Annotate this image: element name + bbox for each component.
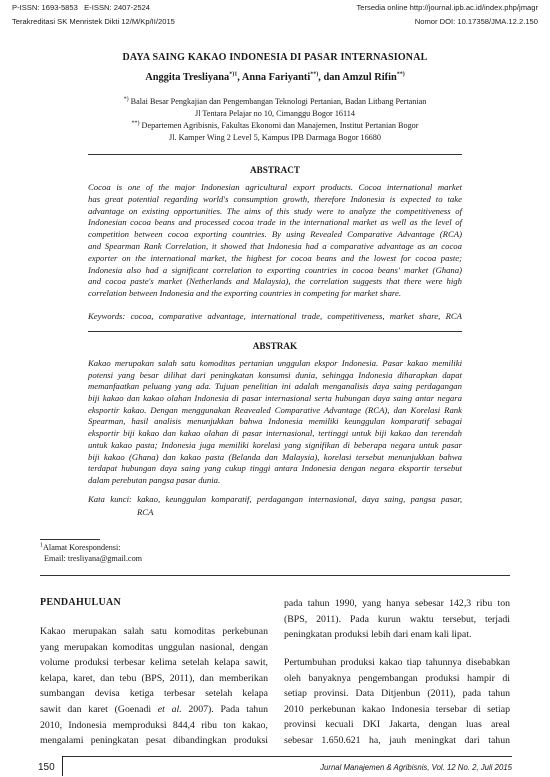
body-line: Pertumbuhan produksi kakao tiap tahunnya disebabkan: [284, 657, 510, 668]
accreditation-line: Terakreditasi SK Menristek Dikti 12/M/Kp/II/2015: [12, 17, 175, 26]
correspondence-text: Alamat Korespondensi:: [43, 543, 121, 552]
footer-divider: [62, 756, 63, 776]
abstrak-keywords-continued: RCA: [137, 507, 154, 517]
body-line: yang merupakan komoditas unggulan nasional, dengan: [40, 641, 268, 653]
issn-line: P-ISSN: 1693-5853 E-ISSN: 2407-2524: [12, 3, 151, 12]
affiliation-1-line-1: [0, 96, 550, 108]
abstrak-line: terdapat hubungan daya saing yang cukup tinggi antara Indonesia dengan negara eksportir tersebut: [88, 463, 462, 474]
affiliation-text: Departemen Agribisnis, Fakultas Ekonomi dan Manajemen, Institut Pertanian Bogor: [139, 121, 419, 130]
abstract-line: advantage on existing opportunities. The aims of this study were to analyze the competitiveness of: [88, 205, 462, 216]
author-mark: *)1: [229, 71, 238, 78]
author-separator: , dan: [318, 72, 343, 83]
abstrak-body: [88, 358, 462, 487]
author-separator: ,: [237, 72, 242, 83]
abstrak-line: memanfaatkan peluang yang ada. Tujuan penelitian ini adalah menganalisis daya saing perdagangan: [88, 381, 462, 392]
abstract-line: competition between cocoa exporting countries. By using Revealed Comparative Advantage (RCA): [88, 229, 462, 240]
right-column-paragraph-1: [284, 596, 510, 643]
abstract-line: and cocoa paste's market (Netherlands and Malaysia), the correlation suggests that there were high: [88, 276, 462, 287]
affiliation-2-line-1: [0, 120, 550, 132]
affiliation-mark: **): [131, 120, 140, 127]
body-line: Kakao merupakan salah satu komoditas perkebunan: [40, 626, 268, 637]
body-line: setiap provinsi. Data Ditjenbun (2011), pada tahun: [284, 688, 510, 700]
online-availability: Tersedia online http://journal.ipb.ac.id/index.php/jmagr: [356, 3, 538, 12]
body-line: provinsi kecuali DKI Jakarta, dengan luas areal: [284, 719, 510, 731]
abstract-line: Cocoa is one of the major Indonesian agricultural export products. Cocoa international market: [88, 182, 462, 192]
correspondence-label: [40, 542, 121, 553]
affiliation-1-line-2: Jl Tentara Pelajar no 10, Cimanggu Bogor 16114: [195, 109, 355, 118]
abstrak-line: eksportir kakao. Dengan menggunakan Reavealed Comparative Advantage (RCA), dan Korelasi Rank: [88, 404, 462, 415]
abstract-line: Indonesian cocoa beans and processed cocoa trade in the international market as well as the level of: [88, 217, 462, 228]
abstrak-line: biji kakao dan kakao olahan Indonesia di pasar internasional serta hubungan daya saing antar negara: [88, 393, 462, 404]
body-line: (BPS, 2011). Pada kurun waktu tersebut, terjadi: [284, 613, 510, 625]
introduction-heading: PENDAHULUAN: [40, 597, 122, 608]
doi-line: Nomor DOI: 10.17358/JMA.12.2.150: [414, 17, 538, 26]
abstrak-heading: ABSTRAK: [252, 341, 298, 351]
abstract-line: has great potential regarding world's consumption growth, therefore Indonesia is expected to take: [88, 193, 462, 204]
body-line: pada tahun 1990, yang hanya sebesar 142,3 ribu ton: [284, 598, 510, 609]
author-name: Anna Fariyanti: [241, 72, 311, 83]
abstract-line: and Spearman Rank Correlation, it showed that Indonesia had a comparative advantage as an cocoa: [88, 240, 462, 251]
abstract-rule: [88, 154, 462, 155]
body-line: sumbangan devisa ketiga terbesar setelah kelapa: [40, 688, 268, 700]
correspondence-email: Email: tresliyana@gmail.com: [44, 554, 143, 563]
body-line: 2010, Indonesia memproduksi 844,4 ribu ton kakao,: [40, 719, 268, 731]
footnote-rule: [40, 539, 100, 540]
front-matter-divider: [40, 575, 510, 576]
body-line: kelapa, karet, dan tebu (BPS, 2011), dan memberikan: [40, 672, 268, 684]
abstrak-line: Kakao merupakan salah satu komoditas pertanian unggulan ekspor Indonesia. Pasar kakao memiliki: [88, 358, 462, 368]
et-al-text: et al.: [157, 703, 182, 715]
author-name: Anggita Tresliyana: [145, 72, 230, 83]
body-text: sawit dan karet (Goenadi: [40, 703, 158, 715]
author-mark: **): [310, 71, 319, 78]
affiliation-text: Balai Besar Pengkajian dan Pengembangan Teknologi Pertanian, Badan Litbang Pertanian: [128, 97, 427, 106]
body-line: 2010 perkebunan kakao Indonesia tersebar di setiap: [284, 703, 510, 715]
right-column-paragraph-2: [284, 655, 510, 749]
paper-title: DAYA SAING KAKAO INDONESIA DI PASAR INTERNASIONAL: [122, 52, 428, 63]
journal-citation: Jurnal Manajemen & Agribisnis, Vol. 12 No. 2, Juli 2015: [320, 763, 512, 772]
abstrak-line: potensi yang besar dilihat dari peningkatan konsumsi dunia, sehingga Indonesia diharapkan dapat: [88, 369, 462, 380]
abstrak-line: dalam perebutan pangsa pasar dunia.: [88, 474, 221, 485]
body-line: oleh banyaknya pengembangan produksi hampir di: [284, 672, 510, 684]
abstract-body: [88, 182, 462, 300]
affiliation-mark: *): [123, 96, 129, 103]
abstract-keywords: Keywords: cocoa, comparative advantage, international trade, competitiveness, market share, RCA: [88, 311, 462, 321]
abstrak-line: Spearman, hasil analisis menunjukkan bahwa Indonesia memiliki keunggulan komparatif sebagai: [88, 416, 462, 427]
footnote-mark: 1: [40, 542, 43, 549]
abstrak-line: untuk kakao pasta; Indonesia juga memiliki korelasi yang signifikan di beberapa negara untuk pasar: [88, 439, 462, 450]
body-line: mengalami peningkatan pesat dibandingkan produksi: [40, 735, 268, 747]
author-list: [0, 72, 550, 84]
author-name: Amzul Rifin: [342, 72, 397, 83]
abstract-heading: ABSTRACT: [249, 165, 301, 175]
abstrak-line: biji kakao (Ghana) dan kakao pasta (Belanda dan Malaysia), korelasi tersebut menunjukkan bahwa: [88, 451, 462, 462]
abstract-line: Indonesia also had a significant correlation to exporting countries in cocoa beans' market (Ghana): [88, 264, 462, 275]
abstract-line: correlation between Indonesia and the exporting countries in competing for market share.: [88, 288, 402, 299]
abstrak-line: eksportir biji kakao dan kakao olahan di pasar internasional, tertinggi untuk biji kakao dan terendah: [88, 428, 462, 439]
left-column: [40, 624, 268, 749]
footer-rule: [62, 756, 512, 757]
abstract-line: exporter on the international market, the highest for cocoa beans and the lowest for cocoa paste;: [88, 252, 462, 263]
abstrak-rule: [88, 331, 462, 332]
abstrak-keywords: Kata kunci: kakao, keunggulan komparatif, perdagangan internasional, daya saing, pangsa pasar,: [88, 494, 462, 504]
body-line-citation: [40, 702, 268, 718]
body-line: peningkatan produksi lebih dari enam kali lipat.: [284, 629, 472, 641]
body-line: sebesar 1.650.621 ha, jauh meningkat dari tahun: [284, 734, 510, 746]
author-mark: **): [396, 71, 405, 78]
body-text: 2007). Pada tahun: [181, 703, 268, 715]
page-number: 150: [38, 762, 55, 773]
affiliation-2-line-2: Jl. Kamper Wing 2 Level 5, Kampus IPB Darmaga Bogor 16680: [169, 133, 381, 142]
body-line: volume produksi terbesar kelima setelah kelapa sawit,: [40, 657, 268, 669]
